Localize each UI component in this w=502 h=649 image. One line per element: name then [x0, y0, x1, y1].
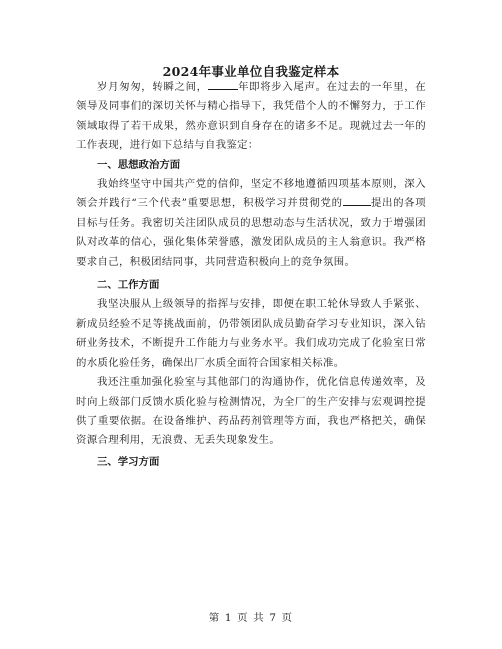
work-paragraph-1: 我坚决服从上级领导的指挥与安排，即便在职工轮休导致人手紧张、新成员经验不足等挑战面前，仍带领团队成员勤奋学习专业知识，深入钻研业务技术，不断提升工作能力与业务水平。我们成功完成了化验室日常的水质化验任务，确保出厂水质全面符合国家相关标准。: [76, 298, 426, 369]
work-paragraph-2: 我还注重加强化验室与其他部门的沟通协作，优化信息传递效率，及时向上级部门反馈水质化验与检测情况，为全厂的生产安排与宏观调控提供了重要依据。在设备维护、药品药剂管理等方面，我也严格把关，确保资源合理利用，无浪费、无丢失现象发生。: [76, 376, 426, 447]
intro-text-part1: 岁月匆匆，转瞬之间，: [97, 81, 208, 93]
document-body: [76, 78, 426, 472]
intro-paragraph: [76, 78, 426, 156]
section-heading-work: 二、工作方面: [97, 279, 160, 292]
document-title: 2024年事业单位自我鉴定样本: [162, 64, 340, 79]
section-heading-study: 三、学习方面: [97, 455, 160, 468]
politics-paragraph: [76, 175, 426, 272]
politics-text-part2: 提出的各项目标与任务。我密切关注团队成员的思想动态与生活状况，致力于增强团队对改革的信心，强化集体荣誉感，激发团队成员的主人翁意识。我严格要求自己，积极团结同事，共同营造积极向上的竞争氛围。: [76, 197, 426, 268]
page-number-footer: 第 1 页 共 7 页: [208, 612, 294, 624]
intro-text-part2: 年即将步入尾声。在过去的一年里，在领导及同事们的深切关怀与精心指导下，我凭借个人的不懈努力，于工作领域取得了若干成果，然亦意识到自身存在的诸多不足。现就过去一年的工作表现，进行如下总结与自我鉴定：: [76, 81, 427, 152]
politics-text-part1: 我始终坚守中国共产党的信仰，坚定不移地遵循四项基本原则，深入领会并践行“三个代表”重要思想，积极学习并贯彻党的: [76, 178, 426, 210]
blank-congress: [343, 194, 371, 206]
section-heading-politics: 一、思想政治方面: [97, 158, 181, 171]
blank-year: [208, 78, 238, 90]
